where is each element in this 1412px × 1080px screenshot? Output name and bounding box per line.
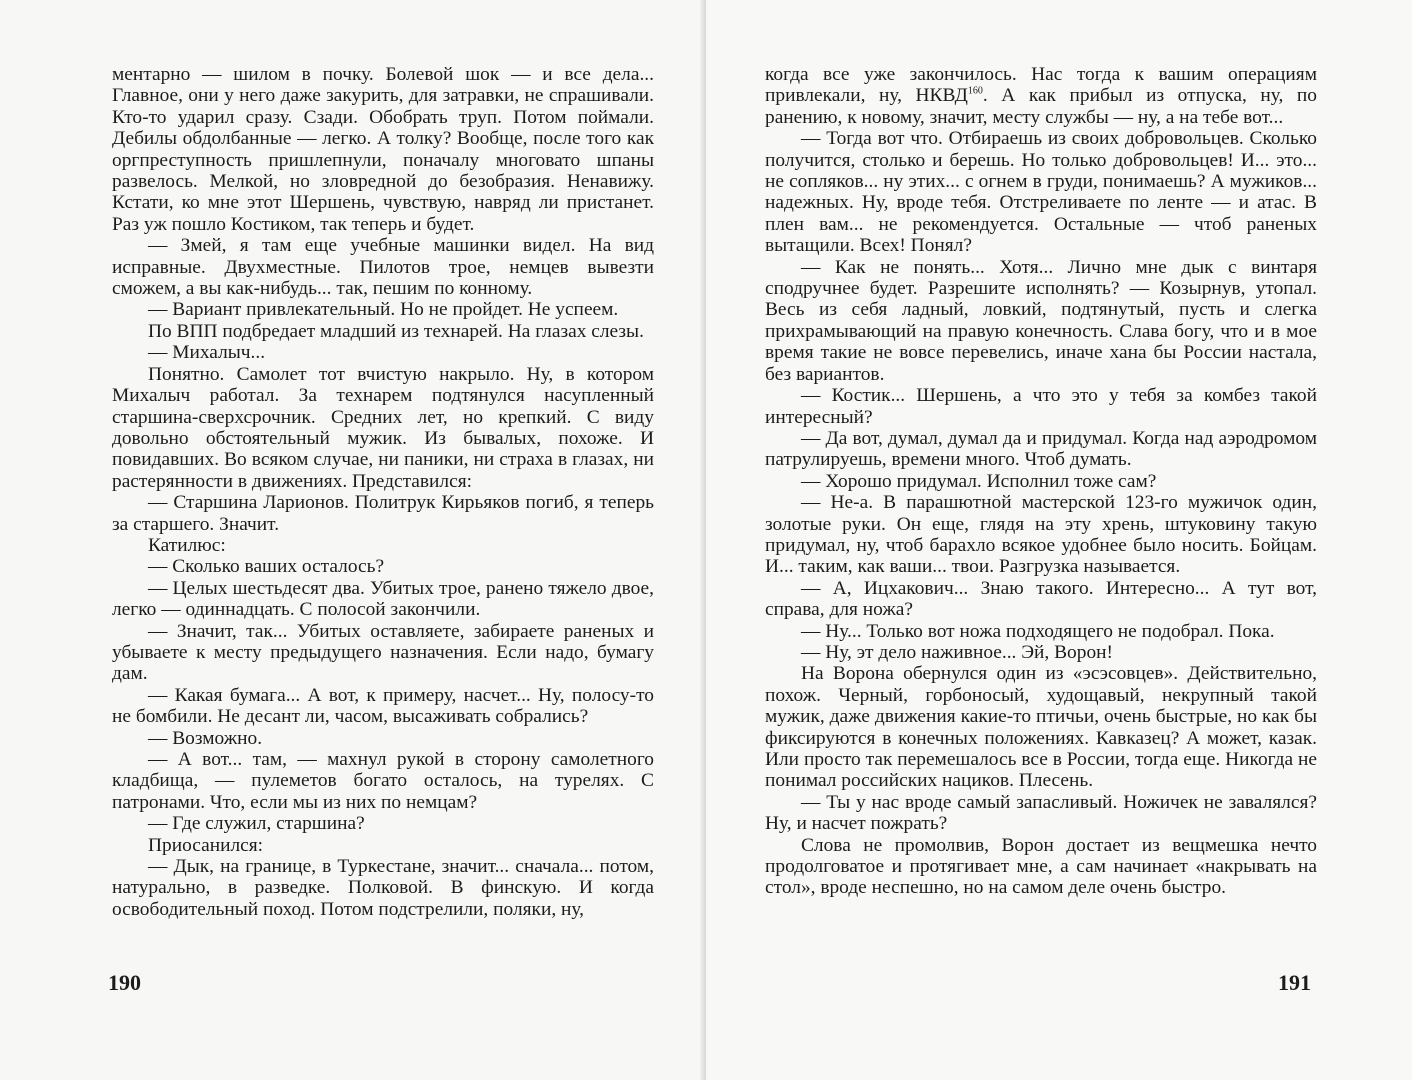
- paragraph: — Целых шестьдесят два. Убитых трое, ранено тяжело двое, легко — одиннадцать. С полосой закончили.: [112, 577, 654, 621]
- paragraph: — Старшина Ларионов. Политрук Кирьяков погиб, я теперь за старшего. Значит.: [112, 492, 654, 535]
- paragraph: — Вариант привлекательный. Но не пройдет. Не успеем.: [148, 299, 619, 321]
- paragraph: [765, 64, 1317, 128]
- paragraph-text-tail: . А как прибыл из отпуска, ну, по ранению, к новому, значит, месту службы — ну, а на тебе вот...: [765, 85, 1317, 128]
- footnote-marker: 160: [967, 85, 983, 97]
- paragraph: — Михалыч...: [148, 342, 266, 364]
- paragraph: — Дык, на границе, в Туркестане, значит... сначала... потом, натурально, в разведке. Полковой. В финскую. И когда освободительный поход. Потом подстрелили, поляки, ну,: [112, 856, 654, 920]
- paragraph: — Сколько ваших осталось?: [148, 556, 385, 578]
- paragraph: — Ну, эт дело наживное... Эй, Ворон!: [801, 641, 1113, 663]
- paragraph: — Какая бумага... А вот, к примеру, насчет... Ну, полосу-то не бомбили. Не десант ли, часом, высаживать собрались?: [112, 684, 654, 728]
- paragraph: — Ну... Только вот ножа подходящего не подобрал. Пока.: [801, 620, 1275, 642]
- paragraph: Слова не промолвив, Ворон достает из вещмешка нечто продолговатое и протягивает мне, а сам начинает «накрывать на стол», вроде неспешно, но на самом деле очень быстро.: [765, 834, 1317, 899]
- paragraph: — Где служил, старшина?: [148, 813, 365, 835]
- paragraph: — Костик... Шершень, а что это у тебя за комбез такой интересный?: [765, 385, 1317, 428]
- paragraph: — Тогда вот что. Отбираешь из своих добровольцев. Сколько получится, столько и берешь. Но только добровольцев! И... это... не сопляков... ну этих... с огнем в груди, понимаешь? А мужиков... надежных. Ну, вроде тебя. Отстреливаете по ленте — и атас. В плен вам... не рекомендуется. Остальные — чтоб раненых вытащили. Всех! Понял?: [765, 128, 1317, 257]
- paragraph: — Возможно.: [148, 727, 263, 749]
- left-page: [0, 0, 704, 1080]
- paragraph: — Змей, я там еще учебные машинки видел. На вид исправные. Двухместные. Пилотов трое, немцев вывезти сможем, а вы как-нибудь... так, пешим по конному.: [112, 235, 654, 300]
- paragraph: — А вот... там, — махнул рукой в сторону самолетного кладбища, — пулеметов богато осталось, на турелях. С патронами. Что, если мы из них по немцам?: [112, 749, 654, 813]
- page-number-left: 190: [108, 970, 141, 995]
- paragraph: — А, Ицхакович... Знаю такого. Интересно... А тут вот, справа, для ножа?: [765, 577, 1317, 621]
- paragraph: ментарно — шилом в почку. Болевой шок — и все дела... Главное, они у него даже закурить, для затравки, не спрашивали. Кто-то ударил сразу. Сзади. Обобрать труп. Потом поймали. Дебилы обдолбанные — легко. А толку? Вообще, после того как оргпреступность пришлепнули, поначалу многовато шпаны развелось. Мелкой, но зловредной до безобразия. Ненавижу. Кстати, ко мне этот Шершень, чувствую, навряд ли пристанет. Раз уж пошло Костиком, так теперь и будет.: [112, 64, 654, 235]
- paragraph: На Ворона обернулся один из «эсэсовцев». Действительно, похож. Черный, горбоносый, худощавый, некрупный такой мужик, даже движения какие-то птичьи, очень быстрые, но как бы фиксируются в конечных положениях. Кавказец? А может, казак. Или просто так перемешалось все в России, тогда еще. Никогда не понимал российских нациков. Плесень.: [765, 663, 1317, 792]
- paragraph: Катилюс:: [148, 534, 226, 556]
- paragraph: Приосанился:: [148, 834, 264, 856]
- page-number-right: 191: [1278, 970, 1311, 995]
- paragraph: — Как не понять... Хотя... Лично мне дык с винтаря сподручнее будет. Разрешите исполнять? — Козырнув, утопал. Весь из себя ладный, ловкий, подтянутый, пусть и слегка прихрамывающий на правую конечность. Слава богу, что и в мое время такие не вовсе перевелись, иначе хана бы России настала, без вариантов.: [765, 256, 1317, 385]
- right-page-text: [765, 64, 1317, 899]
- paragraph: — Да вот, думал, думал да и придумал. Когда над аэродромом патрулируешь, времени много. Чтоб думать.: [765, 427, 1317, 471]
- left-page-text: [112, 64, 654, 920]
- paragraph: — Значит, так... Убитых оставляете, забираете раненых и убываете к месту предыдущего назначения. Если надо, бумагу дам.: [112, 620, 654, 685]
- paragraph: По ВПП подбредает младший из технарей. На глазах слезы.: [148, 320, 644, 342]
- paragraph-text: когда все уже закончилось. Нас тогда к вашим операциям привлекали, ну, НКВД: [765, 64, 1317, 107]
- paragraph: — Не-а. В парашютной мастерской 123-го мужичок один, золотые руки. Он еще, глядя на эту хрень, штуковину такую придумал, ну, чтоб барахло всякое удобнее было носить. Бойцам. И... таким, как ваши... твои. Разгрузка называется.: [765, 492, 1317, 578]
- right-page: [706, 0, 1412, 1080]
- paragraph: — Ты у нас вроде самый запасливый. Ножичек не завалялся? Ну, и насчет пожрать?: [765, 791, 1317, 835]
- paragraph: Понятно. Самолет тот вчистую накрыло. Ну, в котором Михалыч работал. За технарем подтянулся насупленный старшина-сверхсрочник. Средних лет, но крепкий. С виду довольно обстоятельный мужик. Из бывалых, похоже. И повидавших. Во всяком случае, ни паники, ни страха в глазах, ни растерянности в движениях. Представился:: [112, 363, 654, 492]
- paragraph: — Хорошо придумал. Исполнил тоже сам?: [801, 470, 1157, 492]
